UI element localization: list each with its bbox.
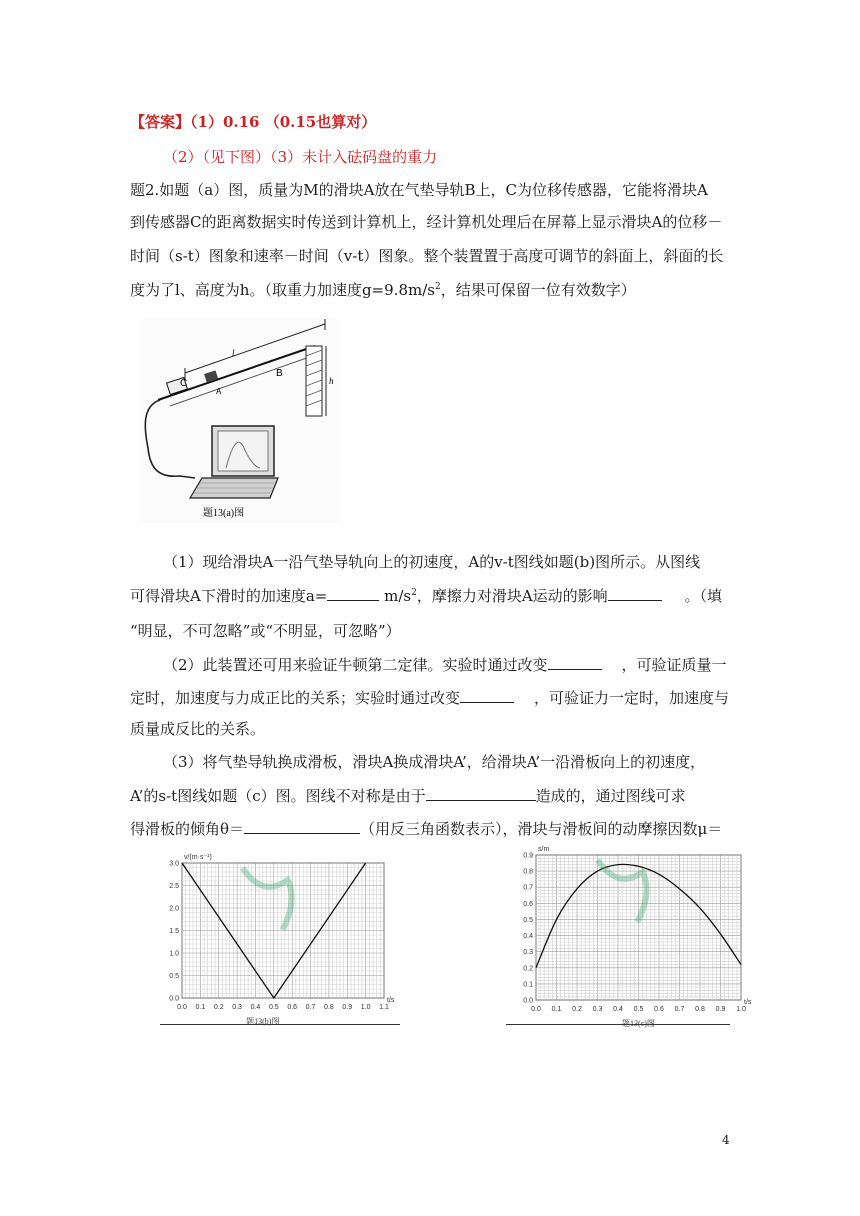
page-number: 4 xyxy=(722,1133,730,1147)
q2-text-b: ，可验证质量一 xyxy=(621,656,727,674)
y-tick-label: 1.5 xyxy=(169,928,179,935)
chart-vt xyxy=(160,845,400,1030)
label-l: l xyxy=(232,348,235,358)
q3-text-c: 得滑板的倾角θ＝ xyxy=(130,820,245,838)
q1-line-2 xyxy=(130,586,730,606)
x-tick-label: 0.4 xyxy=(613,1006,623,1013)
x-tick-label: 0.4 xyxy=(250,1004,261,1011)
x-tick-label: 0.7 xyxy=(305,1004,316,1011)
q2-line-2 xyxy=(130,688,730,708)
x-tick-label: 0.6 xyxy=(287,1004,298,1011)
q3-text-d: （用反三角函数表示），滑块与滑板间的动摩擦因数μ＝ xyxy=(360,820,723,838)
vary-mass-blank[interactable] xyxy=(460,688,514,703)
q1-text-a: 可得滑块A下滑时的加速度a= xyxy=(130,587,328,605)
answer-line-1 xyxy=(130,112,730,132)
y-axis-label: v/(m·s⁻¹) xyxy=(184,854,212,861)
x-tick-label: 0.0 xyxy=(531,1006,541,1013)
friction-effect-blank[interactable] xyxy=(608,586,662,601)
apparatus-figure xyxy=(140,318,340,523)
x-tick-label: 1.0 xyxy=(360,1004,371,1011)
problem-intro-1: 题2.如题（a）图，质量为M的滑块A放在气垫导轨B上，C为位移传感器，它能将滑块A xyxy=(130,181,708,199)
q3-text-a: A’的s-t图线如题（c）图。图线不对称是由于 xyxy=(130,787,426,805)
q3-line-1: （3）将气垫导轨换成滑板，滑块A换成滑块A’，给滑块A’一沿滑板向上的初速度， xyxy=(163,753,706,771)
x-tick-label: 0.2 xyxy=(572,1006,582,1013)
x-tick-label: 0.1 xyxy=(551,1006,562,1013)
q1-text-c: 。（填 xyxy=(679,587,722,605)
y-tick-label: 0.8 xyxy=(523,868,533,876)
y-tick-label: 0.9 xyxy=(523,852,533,860)
x-axis-label: t/s xyxy=(387,997,395,1004)
superscript-2: 2 xyxy=(434,282,441,292)
x-tick-label: 0.5 xyxy=(633,1006,644,1013)
x-tick-label: 0.6 xyxy=(654,1006,664,1013)
label-h: h xyxy=(329,376,334,386)
answer-part-1: （1）0.16 （0.15也算对） xyxy=(190,113,377,131)
q2-line-1 xyxy=(163,655,763,675)
problem-intro-4 xyxy=(130,280,730,300)
x-tick-label: 1.1 xyxy=(379,1004,389,1011)
x-tick-label: 0.8 xyxy=(695,1006,705,1013)
problem-intro-3: 时间（s-t）图象和速率－时间（v-t）图象。整个装置置于高度可调节的斜面上，斜面的长 xyxy=(130,247,724,265)
x-tick-label: 0.0 xyxy=(177,1004,187,1011)
q1-line-1: （1）现给滑块A一沿气垫导轨向上的初速度，A的v-t图线如题(b)图所示。从图线 xyxy=(163,553,701,571)
q1-unit: m/s xyxy=(379,587,412,605)
y-tick-label: 0.1 xyxy=(523,981,533,989)
chart-caption: 题13(b)图 xyxy=(246,1017,280,1026)
y-tick-label: 3.0 xyxy=(169,860,179,868)
q2-text-d: ，可验证力一定时，加速度与 xyxy=(534,689,730,707)
x-tick-label: 1.0 xyxy=(736,1006,746,1013)
y-tick-label: 0.5 xyxy=(169,973,179,980)
acceleration-blank[interactable] xyxy=(327,586,379,601)
x-tick-label: 0.3 xyxy=(592,1006,603,1013)
label-b: B xyxy=(276,368,283,379)
divider-b xyxy=(160,1024,400,1025)
chart-caption: 题13(c)图 xyxy=(622,1019,655,1028)
q2-text-c: 定时，加速度与力成正比的关系；实验时通过改变 xyxy=(130,689,461,707)
incline-angle-blank[interactable] xyxy=(244,819,360,834)
q1-line-3: “明显，不可忽略”或“不明显，可忽略”） xyxy=(130,622,401,640)
intro-4b: ，结果可保留一位有效数字） xyxy=(440,281,636,299)
x-tick-label: 0.2 xyxy=(213,1004,224,1011)
label-a: A xyxy=(216,387,222,396)
q1-text-b: ，摩擦力对滑块A运动的影响 xyxy=(416,587,608,605)
chart-st xyxy=(506,845,756,1030)
x-axis-label: t/s xyxy=(744,999,752,1006)
q3-text-b: 造成的，通过图线可求 xyxy=(535,787,686,805)
x-tick-label: 0.3 xyxy=(232,1004,242,1011)
y-axis-label: s/m xyxy=(538,846,550,853)
y-tick-label: 2.0 xyxy=(169,905,179,913)
intro-4a: 度为了l、高度为h。（取重力加速度g=9.8m/s xyxy=(130,281,435,299)
x-tick-label: 0.8 xyxy=(324,1004,334,1011)
divider-c xyxy=(506,1024,730,1025)
x-tick-label: 0.9 xyxy=(342,1004,353,1011)
problem-intro-2: 到传感器C的距离数据实时传送到计算机上，经计算机处理后在屏幕上显示滑块A的位移－ xyxy=(130,213,723,231)
y-tick-label: 0.2 xyxy=(523,965,533,973)
y-tick-label: 0.0 xyxy=(523,997,533,1005)
y-tick-label: 2.5 xyxy=(169,883,179,890)
x-tick-label: 0.1 xyxy=(195,1004,206,1011)
x-tick-label: 0.7 xyxy=(674,1006,685,1013)
asymmetry-reason-blank[interactable] xyxy=(426,786,536,801)
superscript-2: 2 xyxy=(411,588,417,598)
x-tick-label: 0.9 xyxy=(715,1006,726,1013)
y-tick-label: 0.0 xyxy=(169,995,179,1003)
q2-text-a: （2）此装置还可用来验证牛顿第二定律。实验时通过改变 xyxy=(163,656,548,674)
y-tick-label: 0.4 xyxy=(523,933,533,941)
q3-line-2 xyxy=(130,786,730,806)
answer-label: 【答案】 xyxy=(130,113,191,131)
vary-force-blank[interactable] xyxy=(548,655,602,670)
fig-a-caption: 题13(a)图 xyxy=(203,508,245,519)
answer-line-2: （2）（见下图）（3）未计入砝码盘的重力 xyxy=(163,148,438,166)
y-tick-label: 1.0 xyxy=(169,950,179,958)
q3-line-3 xyxy=(130,819,730,839)
y-tick-label: 0.6 xyxy=(523,900,533,908)
label-c: C xyxy=(180,378,188,389)
y-tick-label: 0.5 xyxy=(523,916,533,924)
y-tick-label: 0.7 xyxy=(523,884,533,892)
q2-line-3: 质量成反比的关系。 xyxy=(130,720,266,738)
y-tick-label: 0.3 xyxy=(523,949,533,957)
x-tick-label: 0.5 xyxy=(268,1004,279,1011)
